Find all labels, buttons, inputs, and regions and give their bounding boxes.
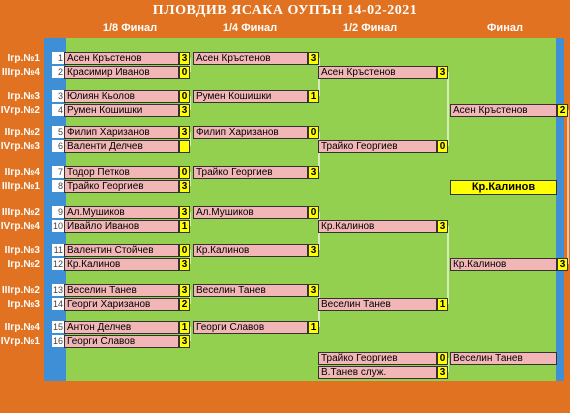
seed-label: IVгр.№3 xyxy=(0,141,40,152)
score-r1: 3 xyxy=(179,126,190,139)
score-r3: 3 xyxy=(437,66,448,79)
seed-number: 3 xyxy=(52,90,64,102)
player-r3: Трайко Георгиев xyxy=(318,140,437,153)
score-r1: 3 xyxy=(179,206,190,219)
round-label-r4: Финал xyxy=(487,22,523,34)
score-r1: 3 xyxy=(179,335,190,348)
seed-number: 12 xyxy=(52,259,63,269)
player-r2: Кр.Калинов xyxy=(193,244,308,257)
seed-label: Iгр.№3 xyxy=(7,91,40,102)
player-r2: Трайко Георгиев xyxy=(193,166,308,179)
score-r1: 2 xyxy=(179,298,190,311)
score-r1: 3 xyxy=(179,52,190,65)
seed-label: IVгр.№1 xyxy=(0,336,40,347)
player-r2: Румен Кошишки xyxy=(193,90,308,103)
player-r2: Асен Кръстенов xyxy=(193,52,308,65)
player-r1: Георги Харизанов xyxy=(64,298,179,311)
seed-label: Iгр.№1 xyxy=(7,53,40,64)
player-final: Кр.Калинов xyxy=(450,258,557,271)
seed-label: IIгр.№3 xyxy=(4,245,40,256)
seed-label: IVгр.№4 xyxy=(0,221,40,232)
player-r1: Румен Кошишки xyxy=(64,104,179,117)
seed-label: IIIгр.№1 xyxy=(1,181,40,192)
score-r2: 3 xyxy=(308,166,319,179)
player-r3: Асен Кръстенов xyxy=(318,66,437,79)
score-r3: 3 xyxy=(437,220,448,233)
seed-number: 16 xyxy=(52,336,63,346)
score-r3: 1 xyxy=(437,298,448,311)
seed-label: IIIгр.№2 xyxy=(1,207,40,218)
seed-number: 4 xyxy=(52,104,64,116)
page-title: ПЛОВДИВ ЯСАКА ОУПЪН 14-02-2021 xyxy=(152,3,418,18)
player-r1: Кр.Калинов xyxy=(64,258,179,271)
score-third-place: 0 xyxy=(437,352,448,365)
player-r1: Асен Кръстенов xyxy=(64,52,179,65)
score-r1: 3 xyxy=(179,284,190,297)
player-r1: Валенти Делчев xyxy=(64,140,179,153)
round-label-r2: 1/4 Финал xyxy=(222,22,278,34)
player-r1: Георги Славов xyxy=(64,335,179,348)
seed-number: 15 xyxy=(52,322,63,332)
player-r1: Ивайло Иванов xyxy=(64,220,179,233)
player-final: Асен Кръстенов xyxy=(450,104,557,117)
seed-label: IIIгр.№2 xyxy=(1,285,40,296)
player-third-place: Трайко Георгиев xyxy=(318,352,437,365)
seed-label: IIгр.№4 xyxy=(4,322,40,333)
score-r1: 0 xyxy=(179,244,190,257)
player-r2: Георги Славов xyxy=(193,321,308,334)
player-r3: Веселин Танев xyxy=(318,298,437,311)
score-r1: 3 xyxy=(179,104,190,117)
score-r1: 1 xyxy=(179,220,190,233)
player-r1: Тодор Петков xyxy=(64,166,179,179)
score-r2: 3 xyxy=(308,52,319,65)
score-r2: 0 xyxy=(308,206,319,219)
seed-label: Iгр.№2 xyxy=(7,259,40,270)
seed-label: IIгр.№2 xyxy=(4,127,40,138)
seed-number: 5 xyxy=(52,126,64,138)
seed-number: 9 xyxy=(52,206,64,218)
player-r1: Трайко Георгиев xyxy=(64,180,179,193)
seed-label: IIгр.№4 xyxy=(4,167,40,178)
seed-number: 7 xyxy=(52,166,64,178)
score-final: 2 xyxy=(557,104,568,117)
player-r3: Кр.Калинов xyxy=(318,220,437,233)
seed-number: 14 xyxy=(52,299,63,309)
score-r1: 0 xyxy=(179,90,190,103)
player-r2: Филип Харизанов xyxy=(193,126,308,139)
player-r1: Филип Харизанов xyxy=(64,126,179,139)
player-r1: Антон Делчев xyxy=(64,321,179,334)
seed-number: 11 xyxy=(53,245,63,255)
score-r2: 1 xyxy=(308,90,319,103)
player-r1: Красимир Иванов xyxy=(64,66,179,79)
player-third-place: В.Танев служ. xyxy=(318,366,437,379)
score-r1 xyxy=(179,140,190,153)
player-r1: Юлиян Кьолов xyxy=(64,90,179,103)
player-r2: Ал.Мушиков xyxy=(193,206,308,219)
score-r2: 1 xyxy=(308,321,319,334)
player-r1: Валентин Стойчев xyxy=(64,244,179,257)
score-third-place: 3 xyxy=(437,366,448,379)
score-final: 3 xyxy=(557,258,568,271)
score-r3: 0 xyxy=(437,140,448,153)
score-r2: 3 xyxy=(308,284,319,297)
player-r1: Ал.Мушиков xyxy=(64,206,179,219)
round-label-r3: 1/2 Финал xyxy=(342,22,398,34)
score-r1: 0 xyxy=(179,166,190,179)
seed-label: IIIгр.№4 xyxy=(1,67,40,78)
player-r1: Веселин Танев xyxy=(64,284,179,297)
champion-box: Кр.Калинов xyxy=(450,180,557,195)
seed-number: 10 xyxy=(52,221,63,231)
round-label-r1: 1/8 Финал xyxy=(102,22,158,34)
third-place-winner: Веселин Танев xyxy=(450,352,557,365)
seed-number: 13 xyxy=(52,285,63,295)
seed-number: 1 xyxy=(52,52,64,64)
seed-label: Iгр.№3 xyxy=(7,299,40,310)
seed-number: 2 xyxy=(52,66,64,78)
seed-label: IVгр.№2 xyxy=(0,105,40,116)
score-r1: 1 xyxy=(179,321,190,334)
player-r2: Веселин Танев xyxy=(193,284,308,297)
score-r2: 3 xyxy=(308,244,319,257)
score-r1: 3 xyxy=(179,258,190,271)
score-r1: 3 xyxy=(179,180,190,193)
seed-number: 8 xyxy=(52,180,64,192)
score-r2: 0 xyxy=(308,126,319,139)
score-r1: 0 xyxy=(179,66,190,79)
seed-number: 6 xyxy=(52,140,64,152)
